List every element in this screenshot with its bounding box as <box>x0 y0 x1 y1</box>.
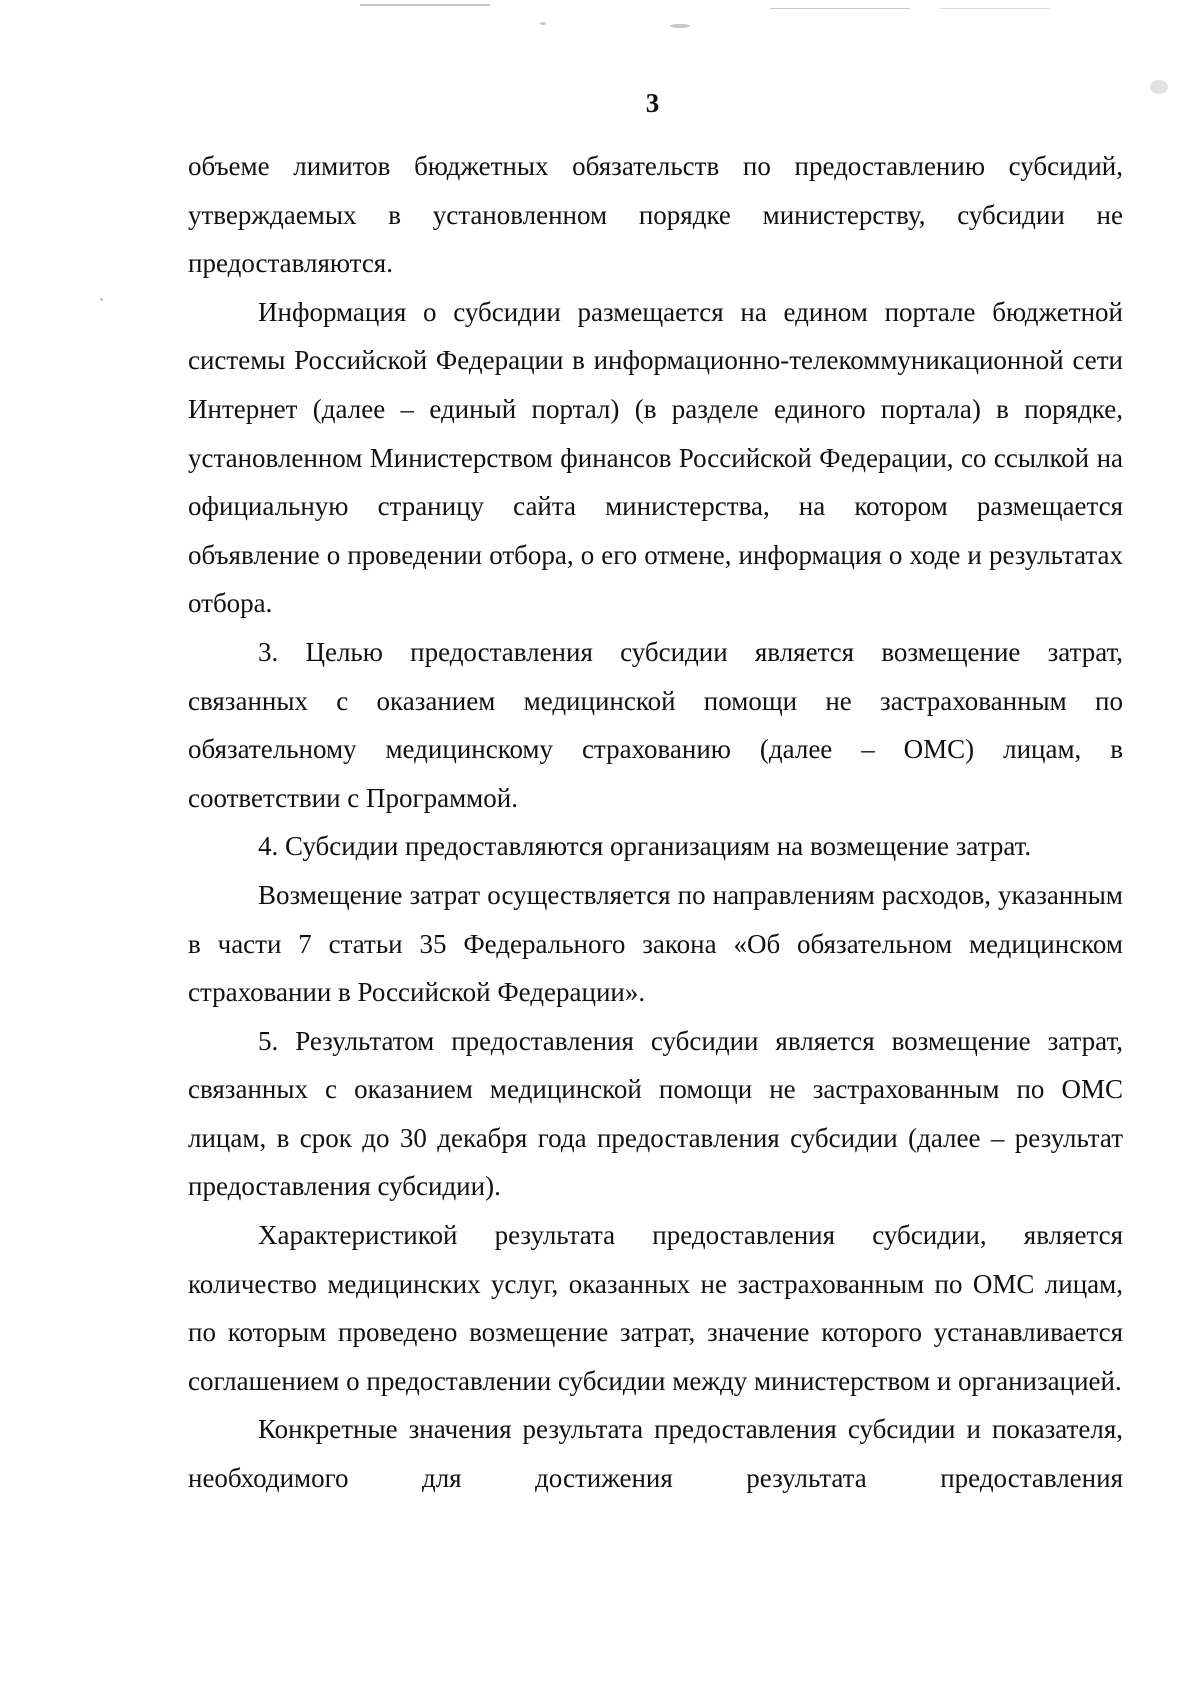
scan-artifact-speck <box>100 298 103 301</box>
scan-artifact-line <box>360 4 490 6</box>
paragraph: Конкретные значения результата предоставления субсидии и показателя, необходимого для достижения результата предоставления <box>188 1414 1123 1494</box>
page-number: 3 <box>645 88 660 118</box>
paragraph: 4. Субсидии предоставляются организациям на возмещение затрат. <box>258 831 1032 862</box>
paragraph: Информация о субсидии размещается на едином портале бюджетной системы Российской Федерации в информационно-телекоммуникационной сети Интернет (далее – единый портал) (в разделе единого портала) в порядке, установленном Министерством финансов Российской Федерации, со ссылкой на официальную страницу сайта министерства, на котором размещается объявление о проведении отбора, о его отмене, информация о ходе и результатах отбора. <box>188 296 1123 619</box>
paragraph: Характеристикой результата предоставления субсидии, является количество медицинских услуг, оказанных не застрахованным по ОМС лицам, по которым проведено возмещение затрат, значение которого устанавливается соглашением о предоставлении субсидии между министерством и организацией. <box>188 1220 1123 1396</box>
scan-artifact-line <box>940 8 1050 9</box>
scan-artifact-speck <box>540 22 546 25</box>
paragraph: объеме лимитов бюджетных обязательств по предоставлению субсидий, утверждаемых в установленном порядке министерству, субсидии не предоставляются. <box>188 151 1123 279</box>
paragraph: Возмещение затрат осуществляется по направлениям расходов, указанным в части 7 статьи 35 Федерального закона «Об обязательном медицинском страховании в Российской Федерации». <box>188 879 1123 1008</box>
paragraph: 3. Целью предоставления субсидии является возмещение затрат, связанных с оказанием медицинской помощи не застрахованным по обязательному медицинскому страхованию (далее – ОМС) лицам, в соответствии с Программой. <box>188 636 1123 813</box>
scan-artifact-line <box>770 8 910 9</box>
scan-artifact-speck <box>670 24 690 28</box>
document-body <box>188 142 1123 1503</box>
paragraph: 5. Результатом предоставления субсидии является возмещение затрат, связанных с оказанием медицинской помощи не застрахованным по ОМС лицам, в срок до 30 декабря года предоставления субсидии (далее – результат предоставления субсидии). <box>188 1025 1123 1202</box>
